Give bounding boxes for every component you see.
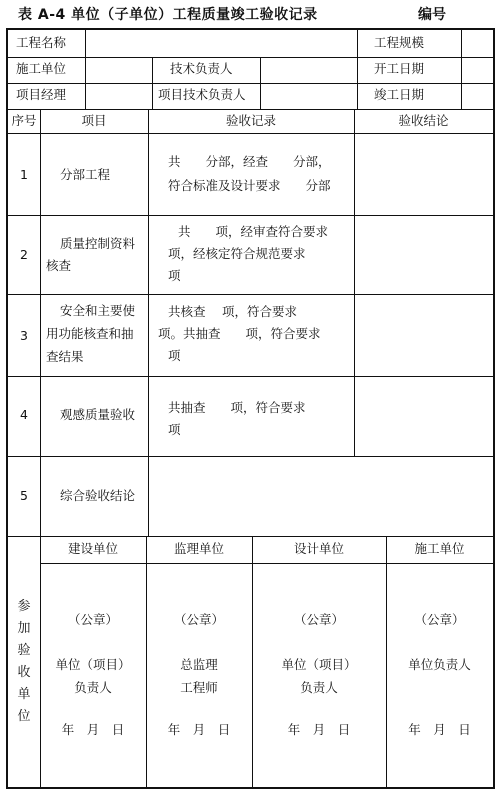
form-number-label: 编号 — [418, 7, 446, 23]
responsible-person: 单位负责人 — [408, 657, 471, 672]
responsible-person: 总监理 — [180, 657, 218, 672]
row-item: 观感质量验收 — [60, 407, 136, 422]
responsible-person: 单位（项目） — [281, 657, 357, 672]
date-line: 年 月 日 — [61, 722, 125, 737]
divider — [8, 536, 493, 537]
form-title: 表 A-4 单位（子单位）工程质量竣工验收记录 — [18, 7, 318, 23]
row-record-line: 项 — [168, 422, 181, 437]
acceptance-form-table — [6, 28, 495, 789]
start-date-label: 开工日期 — [374, 61, 425, 76]
unit-header: 建设单位 — [67, 541, 118, 556]
divider — [8, 109, 493, 110]
col-conclusion-header: 验收结论 — [398, 113, 449, 128]
row-seq: 2 — [20, 247, 28, 262]
responsible-person: 负责人 — [300, 680, 338, 695]
col-item-header: 项目 — [81, 113, 107, 128]
row-record-line: 项 — [168, 268, 181, 283]
row-seq: 3 — [20, 328, 28, 343]
row-item-line: 查结果 — [46, 349, 84, 364]
row-record-line: 共 项，经审查符合要求 — [178, 224, 329, 239]
divider — [152, 57, 153, 109]
completion-date-label: 竣工日期 — [374, 87, 425, 102]
responsible-person: 负责人 — [74, 680, 112, 695]
row-record-line: 共抽查 项，符合要求 — [168, 400, 306, 415]
seal-text: （公章） — [293, 612, 344, 627]
divider — [85, 30, 86, 109]
row-item: 综合验收结论 — [60, 488, 136, 503]
divider — [8, 456, 493, 457]
form-header — [0, 4, 501, 26]
unit-header: 设计单位 — [293, 541, 344, 556]
responsible-person: 工程师 — [180, 680, 218, 695]
divider — [8, 57, 493, 58]
row-seq: 1 — [20, 167, 28, 182]
divider — [148, 109, 149, 536]
date-line: 年 月 日 — [408, 722, 471, 737]
row-record-line: 项，经核定符合规范要求 — [168, 246, 306, 261]
date-line: 年 月 日 — [167, 722, 231, 737]
col-seq-header: 序号 — [11, 113, 37, 128]
divider — [8, 133, 493, 134]
project-scale-label: 工程规模 — [374, 35, 425, 50]
divider — [8, 83, 493, 84]
responsible-person: 单位（项目） — [55, 657, 131, 672]
row-item: 分部工程 — [60, 167, 111, 182]
row-item-line: 用功能核查和抽 — [46, 326, 134, 341]
divider — [354, 109, 355, 456]
participating-units-label: 参加验收单位 — [17, 599, 31, 724]
row-seq: 4 — [20, 407, 28, 422]
project-manager-label: 项目经理 — [16, 87, 67, 102]
date-line: 年 月 日 — [287, 722, 351, 737]
unit-header: 施工单位 — [414, 541, 465, 556]
row-record-line: 项 — [168, 348, 181, 363]
unit-header: 监理单位 — [173, 541, 224, 556]
divider — [461, 30, 462, 109]
seal-text: （公章） — [414, 612, 465, 627]
row-record-line: 共 分部，经查 分部， — [168, 154, 331, 169]
seal-text: （公章） — [67, 612, 118, 627]
row-seq: 5 — [20, 488, 28, 503]
divider — [357, 30, 358, 109]
tech-leader-label: 技术负责人 — [170, 61, 233, 76]
row-record-line: 符合标准及设计要求 分部 — [168, 178, 331, 193]
row-item-line: 安全和主要使 — [60, 303, 136, 318]
project-name-label: 工程名称 — [16, 35, 67, 50]
row-record-line: 共核查 项，符合要求 — [168, 304, 297, 319]
row-item-line: 质量控制资料 — [60, 236, 136, 251]
row-record-line: 项。共抽查 项，符合要求 — [158, 326, 321, 341]
col-record-header: 验收记录 — [225, 113, 276, 128]
project-tech-leader-label: 项目技术负责人 — [158, 87, 246, 102]
divider — [8, 294, 493, 295]
divider — [40, 563, 493, 564]
divider — [8, 215, 493, 216]
row-item-line: 核查 — [46, 258, 72, 273]
seal-text: （公章） — [173, 612, 224, 627]
construction-unit-label: 施工单位 — [16, 61, 67, 76]
divider — [8, 376, 493, 377]
divider — [260, 57, 261, 109]
